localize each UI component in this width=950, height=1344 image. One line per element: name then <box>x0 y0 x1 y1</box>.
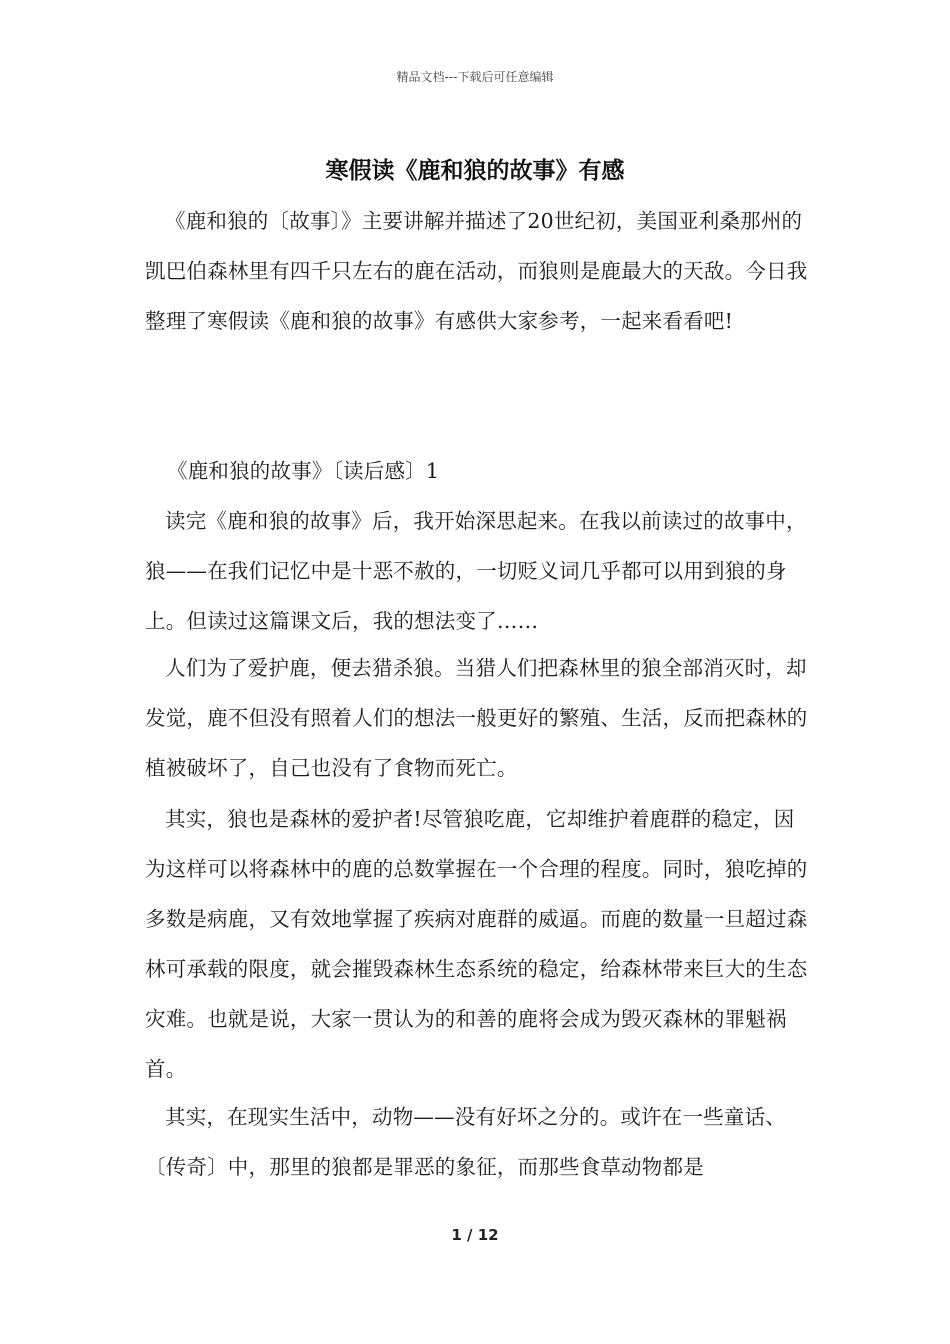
body-paragraph-1: 读完《鹿和狼的故事》后，我开始深思起来。在我以前读过的故事中，狼——在我们记忆中是十恶不赦的，一切贬义词几乎都可以用到狼的身上。但读过这篇课文后，我的想法变了…… <box>145 509 807 633</box>
body-paragraph-3: 其实，狼也是森林的爱护者!尽管狼吃鹿，它却维护着鹿群的稳定，因为这样可以将森林中的鹿的总数掌握在一个合理的程度。同时，狼吃掉的多数是病鹿，又有效地掌握了疾病对鹿群的威逼。而鹿的数量一旦超过森林可承载的限度，就会摧毁森林生态系统的稳定，给森林带来巨大的生态灾难。也就是说，大家一贯认为的和善的鹿将会成为毁灭森林的罪魁祸首。 <box>145 807 808 1081</box>
section-subheading: 《鹿和狼的故事》〔读后感〕1 <box>167 459 440 483</box>
body-paragraph-2: 人们为了爱护鹿，便去猎杀狼。当猎人们把森林里的狼全部消灭时，却发觉，鹿不但没有照着人们的想法一般更好的繁殖、生活，反而把森林的植被破坏了，自己也没有了食物而死亡。 <box>145 656 808 780</box>
intro-paragraph: 《鹿和狼的〔故事〕》主要讲解并描述了20世纪初，美国亚利桑那州的凯巴伯森林里有四千只左右的鹿在活动，而狼则是鹿最大的天敌。今日我整理了寒假读《鹿和狼的故事》有感供大家参考，一起来看看吧! <box>145 209 808 333</box>
document-title: 寒假读《鹿和狼的故事》有感 <box>325 157 625 184</box>
page-number: 1 / 12 <box>451 1226 499 1244</box>
body-paragraph-4: 其实，在现实生活中，动物——没有好坏之分的。或许在一些童话、〔传奇〕中，那里的狼都是罪恶的象征，而那些食草动物都是 <box>145 1105 786 1179</box>
header-note: 精品文档---下载后可任意编辑 <box>396 70 554 84</box>
